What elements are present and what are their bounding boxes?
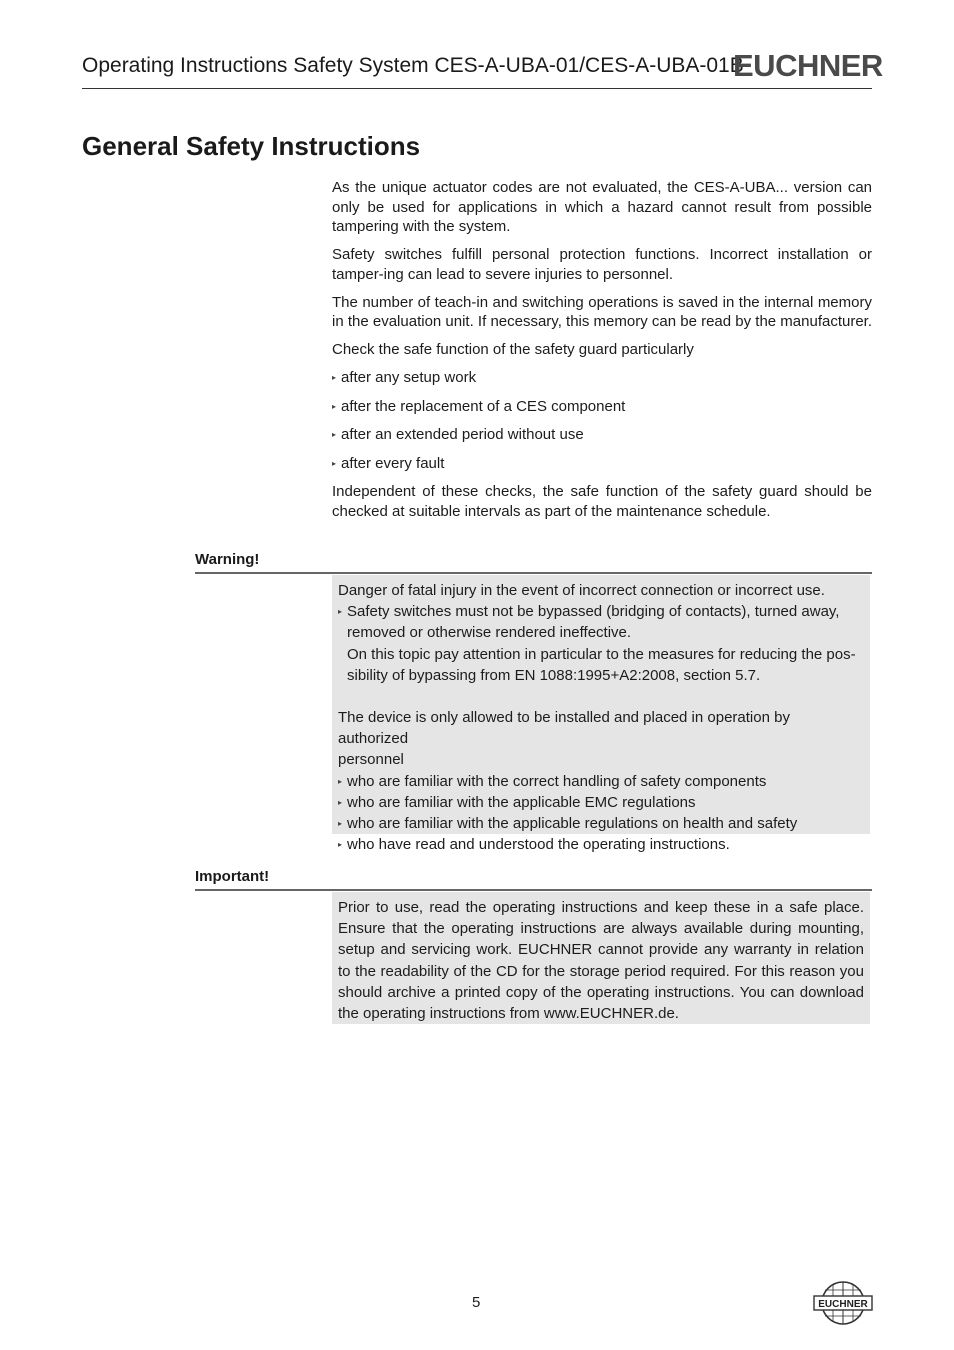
list-item-text: after every fault — [341, 454, 445, 472]
triangle-bullet-icon: ▸ — [338, 819, 343, 829]
check-list — [332, 368, 872, 473]
warning-label: Warning! — [195, 551, 260, 568]
important-divider — [195, 889, 872, 891]
list-item-text: after any setup work — [341, 369, 477, 386]
personnel-bullet: ▸ who have read and understood the operating instructions. — [338, 834, 864, 855]
intro-closing: Independent of these checks, the safe function of the safety guard should be checked at suitable intervals as part of the maintenance schedule. — [332, 483, 872, 520]
warning-lead: Danger of fatal injury in the event of incorrect connection or incorrect use. — [338, 582, 825, 599]
triangle-bullet-icon: ▸ — [332, 430, 337, 439]
personnel-bullet: ▸ who are familiar with the applicable regulations on health and safety — [338, 813, 864, 834]
warning-divider — [195, 572, 872, 574]
warning-bullet: ▸ Safety switches must not be bypassed (bridging of contacts), turned away, — [338, 601, 864, 622]
spacer — [338, 686, 864, 707]
list-item — [332, 397, 872, 417]
triangle-bullet-icon: ▸ — [338, 840, 343, 850]
intro-paragraph: Safety switches fulfill personal protection functions. Incorrect installation or tamper-ing can lead to severe injuries to personnel. — [332, 246, 872, 283]
euchner-badge-logo — [813, 1280, 873, 1326]
badge-text: EUCHNER — [818, 1299, 868, 1310]
list-item-text: after the replacement of a CES component — [341, 397, 626, 415]
triangle-bullet-icon: ▸ — [338, 607, 343, 617]
list-item — [332, 454, 872, 474]
intro-section — [332, 178, 872, 530]
important-label: Important! — [195, 868, 270, 885]
header-divider — [82, 88, 872, 89]
triangle-bullet-icon: ▸ — [332, 458, 337, 468]
page-title: General Safety Instructions — [82, 131, 421, 161]
triangle-bullet-icon: ▸ — [338, 797, 343, 807]
triangle-bullet-icon: ▸ — [332, 401, 337, 411]
important-box — [332, 892, 870, 1024]
intro-paragraph: As the unique actuator codes are not evaluated, the CES-A-UBA... version can only be used for applications in which a hazard cannot result from possible tampering with the system. — [332, 179, 872, 235]
warning-bullet-continued: removed or otherwise rendered ineffective. — [347, 624, 632, 642]
personnel-intro: The device is only allowed to be installed and placed in operation by authorized — [338, 709, 790, 748]
page-number: 5 — [472, 1294, 481, 1311]
important-text: Prior to use, read the operating instructions and keep these in a safe place. Ensure that the operating instructions are always available during mounting, setup and servicing work. EUCHNER cannot provide any warranty in relation to the readability of the CD for the storage period required. For this reason you should archive a printed copy of the operating instructions. You can download the operating instructions from www.EUCHNER.de. — [338, 899, 864, 1023]
triangle-bullet-icon: ▸ — [332, 373, 337, 382]
list-item — [332, 368, 872, 388]
list-item — [332, 425, 872, 445]
warning-box — [332, 575, 870, 854]
document-header-title: Operating Instructions Safety System CES-A-UBA-01/CES-A-UBA-01B — [82, 54, 744, 77]
intro-paragraph: Check the safe function of the safety guard particularly — [332, 341, 694, 358]
euchner-logo: EUCHNER — [733, 48, 883, 83]
triangle-bullet-icon: ▸ — [338, 776, 343, 786]
warning-bullet-continued: sibility of bypassing from EN 1088:1995+A2:2008, section 5.7. — [347, 666, 761, 684]
warning-bullet-continued: On this topic pay attention in particular to the measures for reducing the pos- — [347, 645, 856, 663]
intro-paragraph: The number of teach-in and switching operations is saved in the internal memory in the evaluation unit. If necessary, this memory can be read by the manufacturer. — [332, 293, 873, 330]
personnel-bullet: ▸ who are familiar with the correct handling of safety components — [338, 771, 864, 792]
list-item-text: after an extended period without use — [341, 426, 584, 443]
personnel-intro: personnel — [338, 751, 404, 769]
personnel-bullet: ▸ who are familiar with the applicable EMC regulations — [338, 792, 864, 813]
